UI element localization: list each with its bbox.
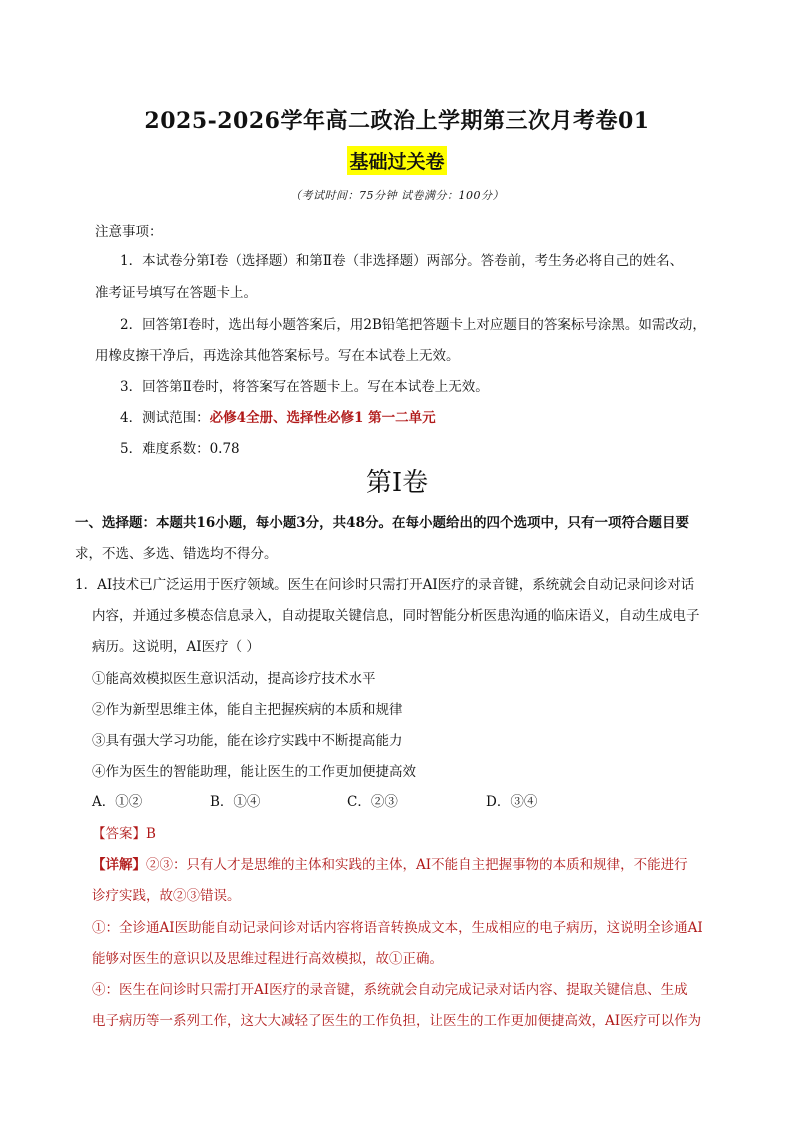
notice-item-5: 5．难度系数：0.78 [120, 441, 240, 457]
question-stem-line-1: 1．AI技术已广泛运用于医疗领域。医生在问诊时只需打开AI医疗的录音键，系统就会自动记录问诊对话 [75, 577, 695, 593]
notice-item-2-line-2: 用橡皮擦干净后，再选涂其他答案标号。写在本试卷上无效。 [95, 348, 460, 364]
section-instruction-line-2: 求，不选、多选、错选均不得分。 [75, 546, 278, 562]
test-scope: 必修4全册、选择性必修1 第一二单元 [209, 410, 436, 426]
statement-4: ④作为医生的智能助理，能让医生的工作更加便捷高效 [92, 764, 416, 780]
explanation-1-line-2: 诊疗实践，故②③错误。 [92, 888, 241, 904]
explanation-3-line-1: ④：医生在问诊时只需打开AI医疗的录音键，系统就会自动完成记录对话内容、提取关键信息、生成 [92, 982, 688, 998]
notice-item-1-line-1: 1．本试卷分第Ⅰ卷（选择题）和第Ⅱ卷（非选择题）两部分。答卷前，考生务必将自己的姓名、 [120, 253, 684, 269]
paper-subtitle: 基础过关卷 [347, 146, 446, 175]
explanation-1-line-1 [92, 853, 688, 873]
option-b: B．①④ [210, 794, 261, 810]
question-stem-line-3: 病历。这说明，AI医疗（ ） [92, 639, 260, 655]
explanation-2-line-1: ①：全诊通AI医助能自动记录问诊对话内容将语音转换成文本，生成相应的电子病历，这说明全诊通AI [92, 920, 703, 936]
explanation-label: 【详解】 [92, 857, 146, 873]
statement-3: ③具有强大学习功能，能在诊疗实践中不断提高能力 [92, 733, 403, 749]
notice-item-3: 3．回答第Ⅱ卷时，将答案写在答题卡上。写在本试卷上无效。 [120, 379, 489, 395]
statement-1: ①能高效模拟医生意识活动，提高诊疗技术水平 [92, 671, 376, 687]
section-title: 第Ⅰ卷 [365, 468, 429, 498]
notice-item-2-line-1: 2．回答第Ⅰ卷时，选出每小题答案后，用2B铅笔把答题卡上对应题目的答案标号涂黑。如需改动， [120, 317, 706, 333]
question-stem-line-2: 内容，并通过多模态信息录入，自动提取关键信息，同时智能分析医患沟通的临床语义，自动生成电子 [92, 608, 700, 624]
notice-item-4 [120, 406, 436, 426]
explanation-3-line-2: 电子病历等一系列工作，这大大减轻了医生的工作负担，让医生的工作更加便捷高效，AI医疗可以作为 [92, 1013, 702, 1029]
statement-2: ②作为新型思维主体，能自主把握疾病的本质和规律 [92, 702, 403, 718]
explanation-1-text: ②③：只有人才是思维的主体和实践的主体，AI不能自主把握事物的本质和规律，不能进行 [146, 857, 688, 873]
exam-info: （考试时间：75分钟 试卷满分：100分） [290, 189, 504, 202]
explanation-2-line-2: 能够对医生的意识以及思维过程进行高效模拟，故①正确。 [92, 951, 443, 967]
answer: 【答案】B [92, 826, 156, 842]
option-a: A．①② [92, 794, 143, 810]
notice-heading: 注意事项： [95, 224, 163, 240]
page-title: 2025-2026学年高二政治上学期第三次月考卷01 [144, 108, 650, 134]
subtitle-wrap [0, 146, 794, 175]
notice-item-4-prefix: 4．测试范围： [120, 410, 210, 426]
option-c: C．②③ [347, 794, 398, 810]
option-d: D．③④ [486, 794, 538, 810]
section-instruction-line-1: 一、选择题：本题共16小题，每小题3分，共48分。在每小题给出的四个选项中，只有一项符合题目要 [75, 515, 689, 531]
notice-item-1-line-2: 准考证号填写在答题卡上。 [95, 285, 257, 301]
